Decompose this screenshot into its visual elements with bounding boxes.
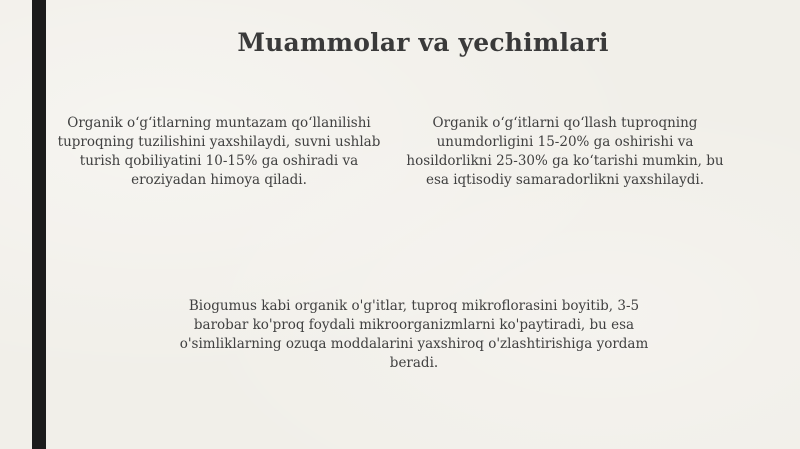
accent-bar xyxy=(32,0,46,449)
text-block-bottom: Biogumus kabi organik o'g'itlar, tuproq mikroflorasini boyitib, 3-5 barobar ko'proq foydali mikroorganizmlarni ko'paytiradi, bu esa o'simliklarning ozuqa moddalarini yaxshiroq o'zlashtirishiga yordam beradi. xyxy=(179,298,649,371)
text-block-left: Organik o‘g‘itlarning muntazam qo‘llanilishi tuproqning tuzilishini yaxshilaydi, suvni ushlab turish qobiliyatini 10-15% ga oshiradi va eroziyadan himoya qiladi. xyxy=(57,115,381,188)
text-block-right: Organik o‘g‘itlarni qo‘llash tuproqning unumdorligini 15-20% ga oshirishi va hosildorlikni 25-30% ga ko‘tarishi mumkin, bu esa iqtisodiy samaradorlikni yaxshilaydi. xyxy=(406,115,724,188)
slide-title: Muammolar va yechimlari xyxy=(237,28,609,57)
